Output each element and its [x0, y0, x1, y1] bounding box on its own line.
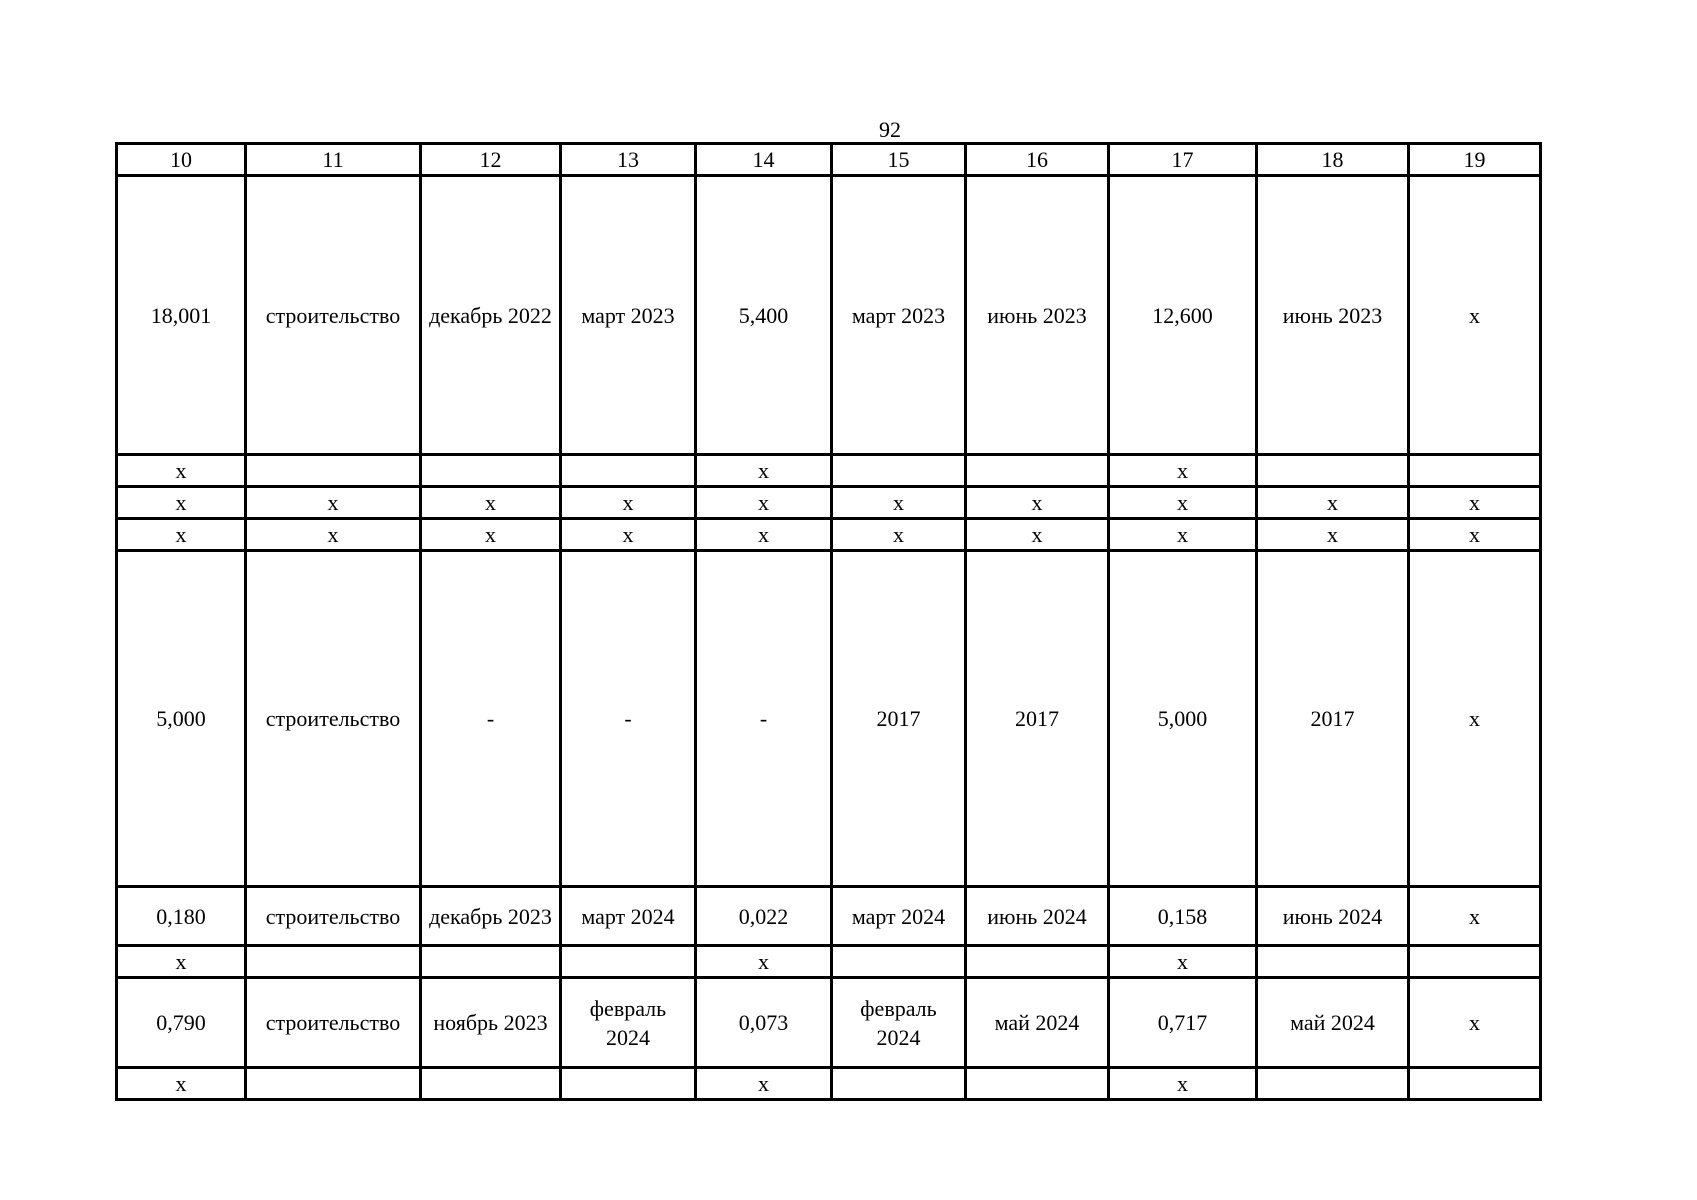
table-cell: 5,000: [1109, 551, 1257, 887]
table-cell: 12,600: [1109, 176, 1257, 455]
table-cell: май 2024: [1257, 978, 1409, 1068]
table-cell: [1409, 1068, 1541, 1100]
table-cell: х: [1409, 887, 1541, 946]
column-number-cell: 18: [1257, 144, 1409, 176]
column-number-cell: 16: [966, 144, 1109, 176]
table-cell: [561, 455, 696, 487]
table-cell: [966, 455, 1109, 487]
table-cell: х: [1409, 519, 1541, 551]
table-cell: х: [696, 1068, 832, 1100]
table-cell: [1257, 946, 1409, 978]
table-cell: март 2024: [832, 887, 966, 946]
table-cell: х: [1409, 176, 1541, 455]
table-cell: декабрь 2022: [421, 176, 561, 455]
data-table-container: [115, 142, 1542, 1101]
table-row: [117, 887, 1541, 946]
table-cell: [246, 455, 421, 487]
table-cell: ноябрь 2023: [421, 978, 561, 1068]
table-cell: 0,022: [696, 887, 832, 946]
table-cell: х: [966, 487, 1109, 519]
table-cell: июнь 2023: [1257, 176, 1409, 455]
table-row: [117, 551, 1541, 887]
table-cell: х: [1109, 487, 1257, 519]
column-number-cell: 11: [246, 144, 421, 176]
table-row: [117, 946, 1541, 978]
table-cell: [421, 946, 561, 978]
table-cell: х: [696, 487, 832, 519]
table-cell: х: [1109, 946, 1257, 978]
table-cell: [246, 1068, 421, 1100]
table-cell: 18,001: [117, 176, 246, 455]
table-cell: 0,073: [696, 978, 832, 1068]
table-cell: х: [1109, 1068, 1257, 1100]
table-cell: март 2024: [561, 887, 696, 946]
table-cell: [966, 946, 1109, 978]
table-cell: х: [1109, 455, 1257, 487]
table-cell: -: [696, 551, 832, 887]
table-cell: [421, 455, 561, 487]
table-cell: х: [117, 455, 246, 487]
table-cell: строительство: [246, 551, 421, 887]
table-cell: [966, 1068, 1109, 1100]
table-cell: х: [117, 487, 246, 519]
table-cell: [1409, 946, 1541, 978]
table-cell: 0,158: [1109, 887, 1257, 946]
table-cell: июнь 2024: [1257, 887, 1409, 946]
column-number-cell: 15: [832, 144, 966, 176]
table-body: [117, 144, 1541, 1100]
table-cell: х: [421, 487, 561, 519]
table-cell: февраль 2024: [561, 978, 696, 1068]
table-cell: х: [561, 487, 696, 519]
table-cell: февраль 2024: [832, 978, 966, 1068]
page-number: 92: [879, 117, 901, 142]
table-cell: х: [117, 946, 246, 978]
table-cell: [246, 946, 421, 978]
table-cell: х: [696, 519, 832, 551]
table-cell: [421, 1068, 561, 1100]
table-cell: х: [1409, 487, 1541, 519]
table-cell: х: [696, 455, 832, 487]
table-cell: [1257, 1068, 1409, 1100]
table-cell: 5,000: [117, 551, 246, 887]
table-cell: [1257, 455, 1409, 487]
table-cell: [1409, 455, 1541, 487]
table-cell: 0,180: [117, 887, 246, 946]
table-cell: март 2023: [561, 176, 696, 455]
table-cell: июнь 2023: [966, 176, 1109, 455]
table-cell: х: [1109, 519, 1257, 551]
table-cell: март 2023: [832, 176, 966, 455]
table-cell: 2017: [1257, 551, 1409, 887]
table-cell: х: [1257, 487, 1409, 519]
table-cell: -: [421, 551, 561, 887]
column-number-cell: 19: [1409, 144, 1541, 176]
table-cell: [832, 1068, 966, 1100]
table-row: [117, 487, 1541, 519]
table-cell: июнь 2024: [966, 887, 1109, 946]
table-cell: х: [832, 487, 966, 519]
column-number-cell: 13: [561, 144, 696, 176]
table-cell: х: [696, 946, 832, 978]
header-row: [117, 144, 1541, 176]
table-row: [117, 978, 1541, 1068]
table-cell: строительство: [246, 887, 421, 946]
table-cell: х: [117, 1068, 246, 1100]
table-cell: 2017: [832, 551, 966, 887]
table-cell: строительство: [246, 978, 421, 1068]
table-cell: -: [561, 551, 696, 887]
column-number-cell: 12: [421, 144, 561, 176]
table-cell: [561, 1068, 696, 1100]
data-table: [115, 142, 1542, 1101]
table-cell: май 2024: [966, 978, 1109, 1068]
table-cell: х: [1409, 978, 1541, 1068]
table-row: [117, 1068, 1541, 1100]
table-cell: х: [561, 519, 696, 551]
table-cell: х: [421, 519, 561, 551]
table-row: [117, 455, 1541, 487]
table-cell: [832, 946, 966, 978]
table-cell: строительство: [246, 176, 421, 455]
table-cell: х: [966, 519, 1109, 551]
table-row: [117, 176, 1541, 455]
column-number-cell: 10: [117, 144, 246, 176]
column-number-cell: 14: [696, 144, 832, 176]
table-cell: х: [832, 519, 966, 551]
table-cell: х: [117, 519, 246, 551]
column-number-cell: 17: [1109, 144, 1257, 176]
table-cell: [561, 946, 696, 978]
table-cell: 0,717: [1109, 978, 1257, 1068]
table-cell: х: [246, 519, 421, 551]
table-cell: х: [1257, 519, 1409, 551]
table-cell: [832, 455, 966, 487]
table-cell: 5,400: [696, 176, 832, 455]
table-cell: 2017: [966, 551, 1109, 887]
table-cell: х: [1409, 551, 1541, 887]
table-cell: х: [246, 487, 421, 519]
table-cell: 0,790: [117, 978, 246, 1068]
table-row: [117, 519, 1541, 551]
table-cell: декабрь 2023: [421, 887, 561, 946]
